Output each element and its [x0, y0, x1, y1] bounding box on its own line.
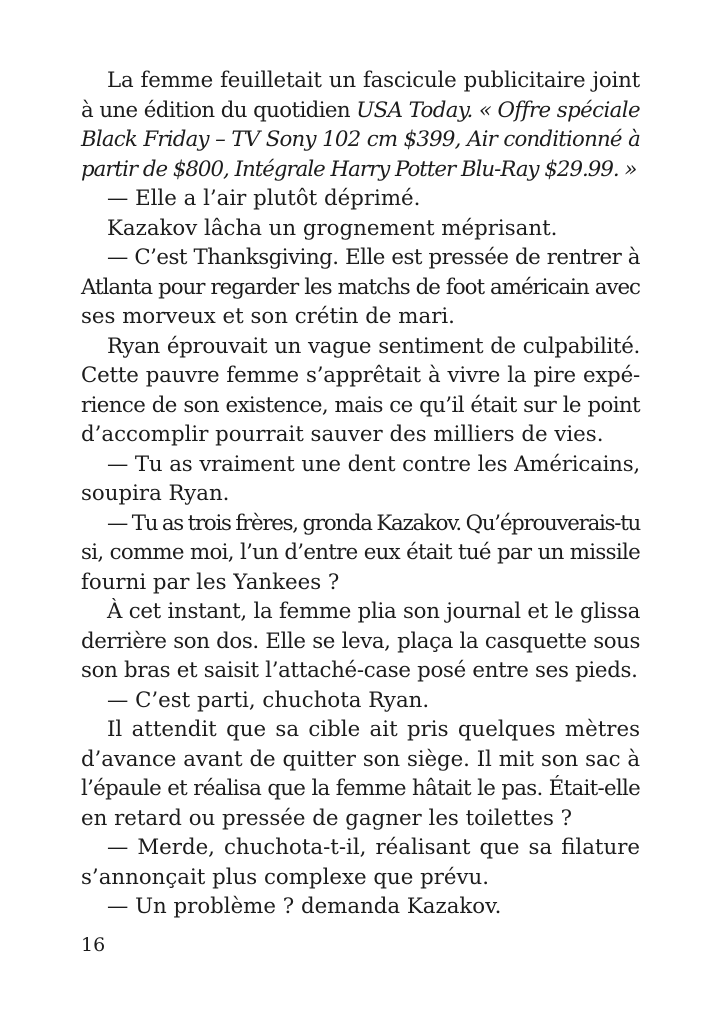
text-span: — Un problème ? demanda Kazakov. — [107, 894, 502, 919]
text-span: — Tu as trois frères, gronda Kazakov. Qu’éprouverais-tu — [107, 510, 640, 536]
text-line — [81, 656, 640, 686]
text-span: l’épaule et réalisa que la femme hâtait le pas. Était-elle — [81, 776, 640, 801]
text-line — [81, 450, 640, 480]
text-line — [81, 715, 640, 745]
text-span: À cet instant, la femme plia son journal et le glissa — [107, 599, 640, 624]
text-line — [81, 155, 640, 185]
text-line — [81, 804, 640, 834]
text-span: derrière son dos. Elle se leva, plaça la casquette sous — [81, 628, 640, 654]
text-line — [81, 214, 640, 244]
italic-span: Black Friday – TV Sony 102 cm $399, Air conditionné à — [81, 127, 640, 152]
italic-span: partir de $800, Intégrale Harry Potter Blu-Ray $29.99. » — [81, 156, 637, 182]
text-span: soupira Ryan. — [81, 481, 230, 506]
text-line — [81, 302, 640, 332]
text-line — [81, 833, 640, 863]
text-span: — Elle a l’air plutôt déprimé. — [107, 186, 421, 211]
text-line — [81, 420, 640, 450]
text-line — [81, 96, 640, 126]
text-span: — Tu as vraiment une dent contre les Américains, — [107, 451, 640, 477]
text-span: s’annonçait plus complexe que prévu. — [81, 864, 490, 890]
text-span: Cette pauvre femme s’apprêtait à vivre la pire expé- — [81, 363, 640, 388]
page-number: 16 — [81, 934, 106, 956]
text-line — [81, 332, 640, 362]
text-line — [81, 273, 640, 303]
text-span: La femme feuilletait un fascicule publicitaire joint — [107, 68, 640, 93]
text-span: Atlanta pour regarder les matchs de foot américain avec — [81, 274, 640, 300]
text-line — [81, 479, 640, 509]
text-line — [81, 538, 640, 568]
text-line — [81, 892, 640, 922]
text-span: à une édition du quotidien — [81, 97, 357, 123]
text-line — [81, 66, 640, 96]
text-line — [81, 509, 640, 539]
text-line — [81, 745, 640, 775]
text-span: rience de son existence, mais ce qu’il était sur le point — [81, 392, 640, 418]
text-span: d’avance avant de quitter son siège. Il mit son sac à — [81, 746, 640, 772]
italic-span: USA Today. « Offre spéciale — [356, 97, 640, 123]
text-line — [81, 125, 640, 155]
text-span: en retard ou pressée de gagner les toilettes ? — [81, 805, 573, 831]
text-line — [81, 391, 640, 421]
text-line — [81, 686, 640, 716]
text-span: si, comme moi, l’un d’entre eux était tué par un missile — [81, 540, 640, 565]
text-line — [81, 774, 640, 804]
text-span: Il attendit que sa cible ait pris quelques mètres — [107, 717, 640, 742]
text-line — [81, 627, 640, 657]
text-span: d’accomplir pourrait sauver des milliers de vies. — [81, 422, 604, 447]
text-line — [81, 568, 640, 598]
text-line — [81, 361, 640, 391]
text-line — [81, 597, 640, 627]
text-span: — C’est Thanksgiving. Elle est pressée de rentrer à — [107, 245, 640, 270]
text-line — [81, 184, 640, 214]
text-span: fourni par les Yankees ? — [81, 569, 340, 595]
text-line — [81, 243, 640, 273]
text-span: — Merde, chuchota-t-il, réalisant que sa filature — [107, 835, 640, 860]
text-span: Ryan éprouvait un vague sentiment de culpabilité. — [107, 333, 640, 359]
text-span: ses morveux et son crétin de mari. — [81, 304, 455, 329]
body-text — [81, 66, 640, 922]
text-span: Kazakov lâcha un grognement méprisant. — [107, 215, 558, 241]
text-span: son bras et saisit l’attaché-case posé entre ses pieds. — [81, 658, 638, 683]
text-line — [81, 863, 640, 893]
text-span: — C’est parti, chuchota Ryan. — [107, 687, 430, 713]
